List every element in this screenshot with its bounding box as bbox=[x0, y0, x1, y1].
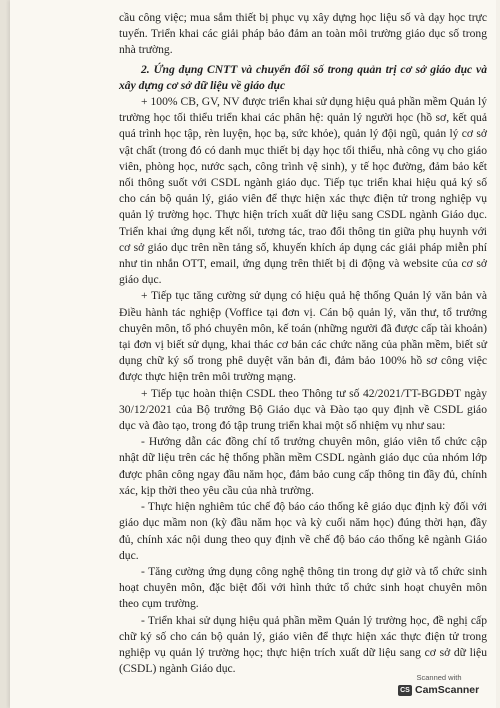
document-body bbox=[119, 10, 487, 677]
watermark-name: CamScanner bbox=[415, 684, 480, 696]
paragraph-intro: cầu công việc; mua sắm thiết bị phục vụ xây dựng học liệu số và dạy học trực tuyến. Triển khai các giải pháp bảo đảm an toàn môi trường giáo dục số trong nhà trường. bbox=[119, 11, 487, 57]
paragraph-ict: - Tăng cường ứng dụng công nghệ thông tin trong dự giờ và tổ chức sinh hoạt chuyên môn, đặc biệt đối với hình thức tổ chức sinh hoạt chuyên môn theo cụm trường. bbox=[119, 564, 487, 611]
document-page bbox=[10, 0, 496, 708]
camscanner-logo-icon: CS bbox=[398, 685, 412, 696]
watermark-caption: Scanned with bbox=[416, 673, 462, 682]
paragraph-csdl: + Tiếp tục hoàn thiện CSDL theo Thông tư số 42/2021/TT-BGDĐT ngày 30/12/2021 của Bộ trưởng Bộ Giáo dục và Đào tạo quy định về CSDL giáo dục và đào tạo, trong đó tập trung triển khai một số nhiệm vụ như sau: bbox=[119, 386, 487, 433]
page-margin bbox=[0, 0, 10, 708]
paragraph-voffice: + Tiếp tục tăng cường sử dụng có hiệu quả hệ thống Quản lý văn bản và Điều hành tác nghiệp (Voffice tại đơn vị. Cán bộ quản lý, văn thư, tổ trưởng chuyên môn, tổ phó chuyên môn, kế toán (những người đã được cấp tài khoản) tại đơn vị biết sử dụng, khai thác cơ bản các chức năng của phần mềm, biết sử dụng chữ ký số trong phê duyệt văn bản đi, đảm bảo 100% hồ sơ công việc được thực hiện trên môi trường mạng. bbox=[119, 289, 487, 384]
paragraph-software: + 100% CB, GV, NV được triển khai sử dụng hiệu quả phần mềm Quản lý trường học tối thiểu triển khai các phân hệ: quản lý người học (hồ sơ, kết quả quá trình học tập, rèn luyện, học bạ, sức khỏe), quản lý đội ngũ, quản lý cơ sở vật chất (trong đó có danh mục thiết bị dạy học tối thiểu, nhà công vụ cho giáo viên, phòng học, nước sạch, công trình vệ sinh), y tế học đường, đảm bảo kết nối thông suốt với CSDL ngành giáo dục. Tiếp tục triển khai hiệu quả ký số cho cán bộ quản lý, giáo viên để thực hiện xác thực điện tử trong nghiệp vụ quản lý trường học. Thực hiện trích xuất dữ liệu sang CSDL ngành Giáo dục. Triển khai ứng dụng kết nối, tương tác, trao đổi thông tin giữa phụ huynh với cơ sở giáo dục trên nền tảng số, khuyến khích áp dụng các giải pháp miễn phí như tin nhắn OTT, email, ứng dụng trên thiết bị di động và website của cơ sở giáo dục. bbox=[119, 95, 487, 287]
camscanner-watermark bbox=[398, 673, 480, 696]
section-heading: 2. Ứng dụng CNTT và chuyển đổi số trong quản trị cơ sở giáo dục và xây dựng cơ sở dữ liệu về giáo dục bbox=[119, 62, 487, 92]
paragraph-digital-signature: - Triển khai sử dụng hiệu quả phần mềm Quản lý trường học, đề nghị cấp chữ ký số cho cán bộ quản lý, giáo viên để thực hiện xác thực điện tử trong nghiệp vụ quản lý trường học; thực hiện trích xuất dữ liệu sang cơ sở dữ liệu (CSDL) ngành Giáo dục. bbox=[119, 613, 487, 676]
paragraph-guidance: - Hướng dẫn các đồng chí tổ trưởng chuyên môn, giáo viên tổ chức cập nhật dữ liệu trên các hệ thống phần mềm CSDL ngành giáo dục của nhóm lớp được phân công ngay đầu năm học, đảm bảo cung cấp thông tin đầy đủ, chính xác, kịp thời theo yêu cầu của nhà trường. bbox=[119, 435, 487, 497]
paragraph-reporting: - Thực hiện nghiêm túc chế độ báo cáo thống kê giáo dục định kỳ đối với giáo dục mầm non (kỳ đầu năm học và kỳ cuối năm học) đúng thời hạn, đầy đủ, chính xác nội dung theo quy định về chế độ báo cáo thống kê ngành Giáo dục. bbox=[119, 500, 487, 562]
